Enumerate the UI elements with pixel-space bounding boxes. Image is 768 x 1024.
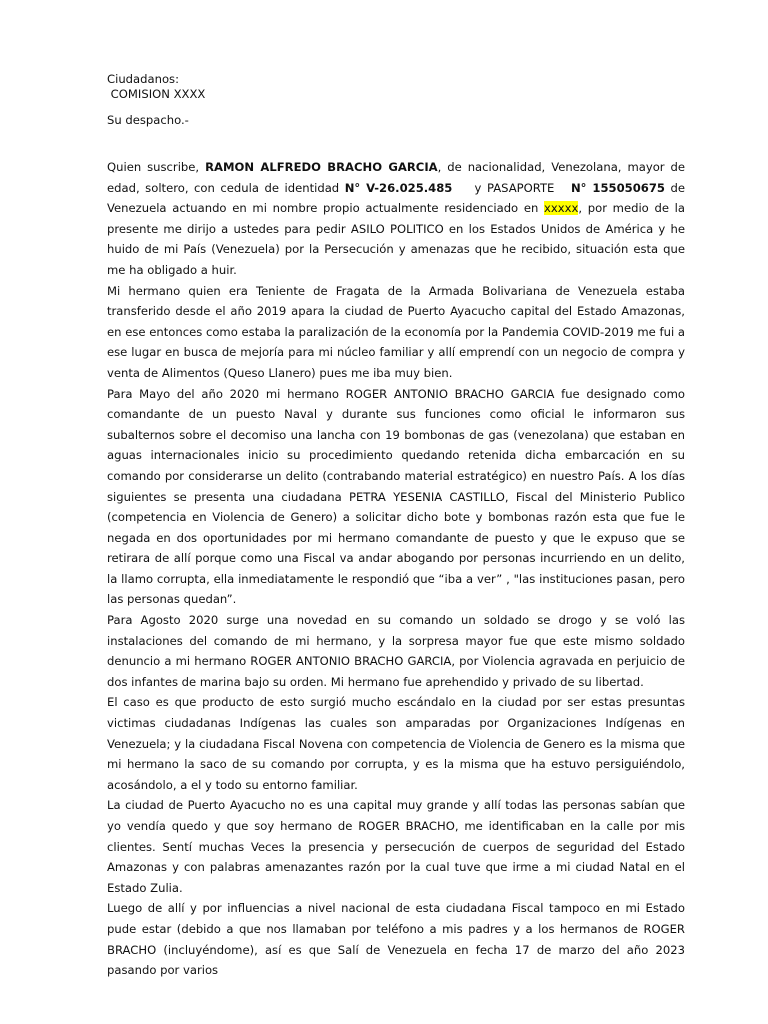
letter-body [107,157,685,981]
paragraph-6: La ciudad de Puerto Ayacucho no es una capital muy grande y allí todas las personas sabían que yo vendía quedo y que soy hermano de ROGER BRACHO, me identificaban en la calle por mis clientes. Sentí muchas Veces la presencia y persecución de cuerpos de seguridad del Estado Amazonas y con palabras amenazantes razón por la cual tuve que irme a mi ciudad Natal en el Estado Zulia. [107,798,685,895]
highlighted-placeholder: xxxxx [544,201,579,216]
paragraph-2: Mi hermano quien era Teniente de Fragata de la Armada Bolivariana de Venezuela estaba transferido desde el año 2019 apara la ciudad de Puerto Ayacucho capital del Estado Amazonas, en ese entonces como estaba la paralización de la economía por la Pandemia COVID-2019 me fui a ese lugar en busca de mejoría para mi núcleo familiar y allí emprendí con un negocio de compra y venta de Alimentos (Queso Llanero) pues me iba muy bien. [107,283,685,380]
paragraph-intro [107,157,685,281]
paragraph-3: Para Mayo del año 2020 mi hermano ROGER ANTONIO BRACHO GARCIA fue designado como comandante de un puesto Naval y durante sus funciones como oficial le informaron sus subalternos sobre el decomiso una lancha con 19 bombonas de gas (venezolana) que estaban en aguas internacionales inicio su procedimiento quedando retenida dicha embarcación en su comando por considerarse un delito (contrabando material estratégico) en nuestro País. A los días siguientes se presenta una ciudadana PETRA YESENIA CASTILLO, Fiscal del Ministerio Publico (competencia en Violencia de Genero) a solicitar dicho bote y bombonas razón esta que fue le negada en dos oportunidades por mi hermano comandante de puesto y que le expuso que se retirara de allí porque como una Fiscal va andar abogando por personas incurriendo en un delito, la llamo corrupta, ella inmediatamente le respondió que “iba a ver” , "las instituciones pasan, pero las personas quedan”. [107,386,685,607]
id-number: N° V-26.025.485 [344,180,453,195]
greeting: Su despacho.- [107,113,189,127]
paragraph-4: Para Agosto 2020 surge una novedad en su comando un soldado se drogo y se voló las instalaciones del comando de mi hermano, y la sorpresa mayor fue que este mismo soldado denuncio a mi hermano ROGER ANTONIO BRACHO GARCIA, por Violencia agravada en perjuicio de dos infantes de marina bajo su orden. Mi hermano fue aprehendido y privado de su libertad. [107,613,685,689]
addressee-block [107,72,205,102]
text-run: Quien suscribe, [107,160,206,174]
passport-number: N° 155050675 [570,180,665,195]
addressee-line-1: Ciudadanos: [107,72,179,86]
paragraph-7: Luego de allí y por influencias a nivel nacional de esta ciudadana Fiscal tampoco en mi Estado pude estar (debido a que nos llamaban por teléfono a mis padres y a los hermanos de ROGER BRACHO (incluyéndome), así es que Salí de Venezuela en fecha 17 de marzo del año 2023 pasando por varios [107,901,685,978]
sender-name: RAMON ALFREDO BRACHO GARCIA [205,160,438,174]
text-run: , de nacionalidad, Venezolana, mayor de edad, soltero, con cedula de identidad [107,160,686,195]
paragraph-5: El caso es que producto de esto surgió mucho escándalo en la ciudad por ser estas presuntas victimas ciudadanas Indígenas las cuales son amparadas por Organizaciones Indígenas en Venezuela; y la ciudadana Fiscal Novena con competencia de Violencia de Genero es la misma que mi hermano la saco de su comando por corrupta, y es la misma que ha estuvo persiguiéndolo, acosándolo, a el y todo su entorno familiar. [107,695,685,792]
text-run: de Venezuela actuando en mi nombre propio actualmente residenciado en [107,180,686,216]
text-run: , por medio de la presente me dirijo a ustedes para pedir ASILO POLITICO en los Estados Unidos de América y he huido de mi País (Venezuela) por la Persecución y amenazas que he recibido, situación esta que me ha obligado a huir. [107,201,685,277]
addressee-line-2: COMISION XXXX [107,87,206,101]
text-run: y PASAPORTE [452,180,571,195]
